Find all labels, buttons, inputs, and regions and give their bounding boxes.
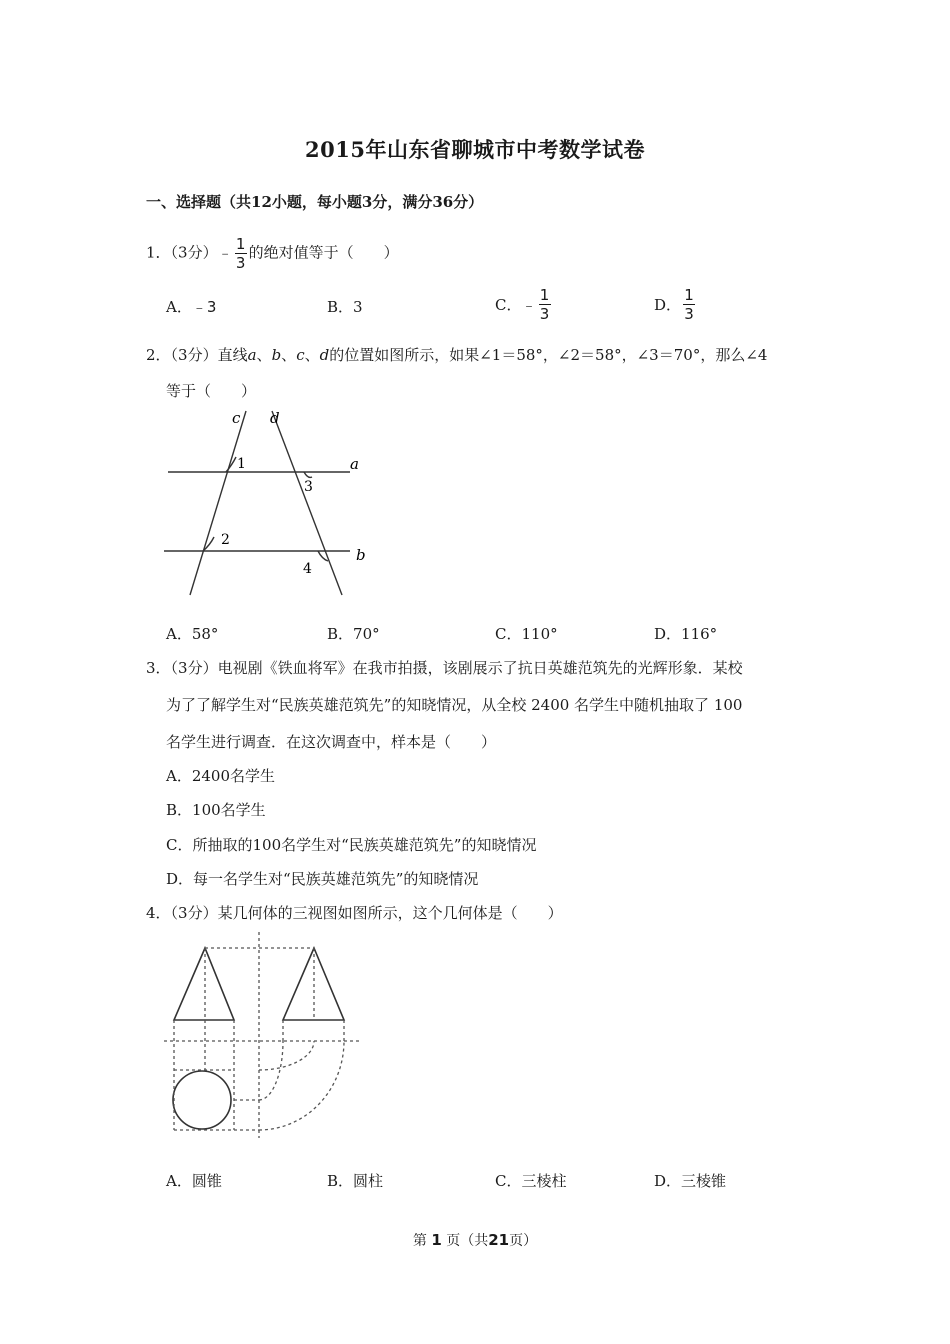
q1-option-d[interactable] bbox=[654, 287, 697, 322]
angle-2-arc bbox=[203, 537, 214, 551]
question-2 bbox=[146, 344, 767, 365]
q2-line2: 等于（ ） bbox=[166, 382, 257, 400]
q3-line2: 为了了解学生对“民族英雄范筑先”的知晓情况，从全校 2400 名学生中随机抽取了 100 bbox=[166, 696, 743, 714]
q3-line1: 3．（3分）电视剧《铁血将军》在我市拍摄，该剧展示了抗日英雄范筑先的光辉形象．某校 bbox=[146, 659, 743, 677]
q3-option-d[interactable]: D．每一名学生对“民族英雄范筑先”的知晓情况 bbox=[166, 870, 479, 888]
label-angle-2: 2 bbox=[221, 532, 230, 548]
q1-option-c[interactable] bbox=[495, 287, 553, 322]
footer-total-pages: 21 bbox=[488, 1231, 510, 1249]
q2-option-b[interactable]: B．70° bbox=[327, 625, 380, 643]
q1-option-b-value: 3 bbox=[353, 298, 363, 316]
q2-var-a: a bbox=[247, 346, 257, 364]
line-c bbox=[190, 411, 246, 595]
q2-option-a[interactable]: A．58° bbox=[166, 625, 219, 643]
q1-option-a[interactable] bbox=[166, 296, 216, 317]
page-title: 2015年山东省聊城市中考数学试卷 bbox=[305, 137, 645, 162]
angle-3-arc bbox=[304, 472, 312, 477]
q1-option-c-fraction bbox=[539, 287, 551, 322]
q2-var-b: b bbox=[271, 346, 282, 364]
section-heading: 一、选择题（共12小题，每小题3分，满分36分） bbox=[146, 193, 484, 211]
label-angle-4: 4 bbox=[303, 561, 312, 577]
q1-sign: ﹣ bbox=[217, 243, 233, 262]
q2-var-d: d bbox=[319, 346, 330, 364]
front-view-triangle bbox=[174, 948, 234, 1020]
label-d: d bbox=[270, 409, 280, 427]
q1-option-d-label: D． bbox=[654, 296, 682, 314]
label-c: c bbox=[232, 409, 241, 427]
q2-sep: 、 bbox=[304, 346, 320, 364]
footer-mid: 页（共 bbox=[446, 1233, 489, 1249]
q3-line3: 名学生进行调查．在这次调查中，样本是（ ） bbox=[166, 733, 497, 751]
top-view-circle bbox=[173, 1071, 231, 1129]
label-angle-1: 1 bbox=[237, 456, 246, 472]
q2-sep: 、 bbox=[281, 346, 297, 364]
q1-frac-numerator: 1 bbox=[235, 235, 246, 253]
q2-option-d[interactable]: D．116° bbox=[654, 625, 718, 643]
q4-option-c[interactable]: C．三棱柱 bbox=[495, 1172, 567, 1190]
q1-option-d-numerator: 1 bbox=[684, 286, 694, 304]
q4-option-d[interactable]: D．三棱锥 bbox=[654, 1172, 727, 1190]
q1-fraction bbox=[235, 236, 247, 271]
q2-figure bbox=[160, 405, 370, 600]
q3-option-b[interactable]: B．100名学生 bbox=[166, 801, 266, 819]
q2-sep: 、 bbox=[256, 346, 272, 364]
footer-page-number: 1 bbox=[431, 1231, 442, 1249]
q2-var-c: c bbox=[296, 346, 305, 364]
q4-option-a[interactable]: A．圆锥 bbox=[166, 1172, 222, 1190]
label-b: b bbox=[356, 546, 366, 564]
q1-option-a-label: A． bbox=[166, 298, 192, 316]
q2-prefix: 2．（3分）直线 bbox=[146, 346, 248, 364]
q1-option-c-denominator: 3 bbox=[539, 305, 550, 323]
page-footer bbox=[0, 1230, 950, 1250]
label-angle-3: 3 bbox=[304, 479, 313, 495]
q1-option-d-fraction bbox=[683, 287, 695, 322]
q1-prefix: 1．（3分） bbox=[146, 243, 218, 262]
q3-option-a[interactable]: A．2400名学生 bbox=[166, 767, 276, 785]
q1-option-b-label: B． bbox=[327, 298, 354, 316]
label-a: a bbox=[350, 455, 359, 473]
q1-frac-denominator: 3 bbox=[235, 254, 246, 272]
q1-stem-rest: 的绝对值等于（ ） bbox=[248, 243, 399, 262]
q1-option-c-sign: ﹣ bbox=[521, 296, 537, 314]
q1-option-c-numerator: 1 bbox=[539, 286, 550, 304]
q1-option-c-label: C． bbox=[495, 296, 522, 314]
q1-option-b[interactable] bbox=[327, 296, 363, 317]
q4-stem: 4．（3分）某几何体的三视图如图所示，这个几何体是（ ） bbox=[146, 904, 563, 922]
footer-post: 页） bbox=[509, 1233, 538, 1249]
q4-option-b[interactable]: B．圆柱 bbox=[327, 1172, 384, 1190]
q2-option-c[interactable]: C．110° bbox=[495, 625, 558, 643]
q3-option-c[interactable]: C．所抽取的100名学生对“民族英雄范筑先”的知晓情况 bbox=[166, 836, 537, 854]
q2-rest: 的位置如图所示，如果∠1＝58°，∠2＝58°，∠3＝70°，那么∠4 bbox=[329, 346, 768, 364]
q1-option-d-denominator: 3 bbox=[684, 305, 694, 323]
q1-option-a-value: ﹣3 bbox=[191, 298, 217, 316]
question-1 bbox=[146, 236, 399, 271]
footer-pre: 第 bbox=[412, 1233, 427, 1249]
q4-three-view-figure bbox=[160, 930, 370, 1140]
